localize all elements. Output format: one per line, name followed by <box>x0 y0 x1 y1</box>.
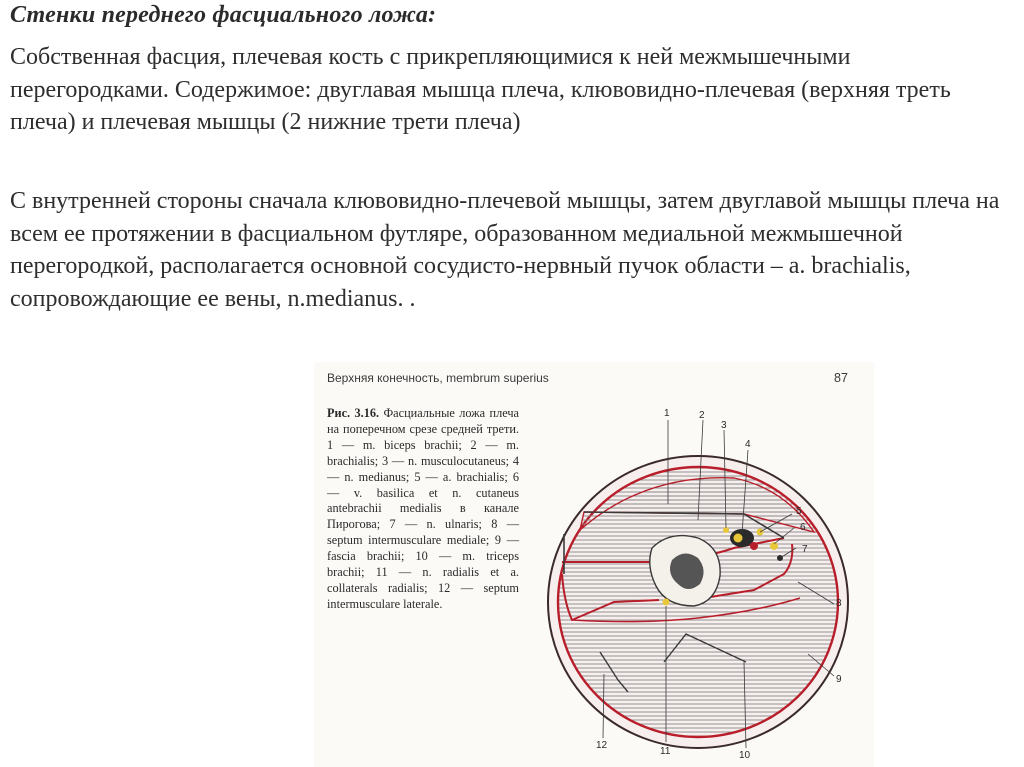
callout-10: 10 <box>739 750 751 761</box>
callout-1: 1 <box>664 408 670 419</box>
callout-11: 11 <box>660 746 671 757</box>
paragraph-neurovascular-bundle: С внутренней стороны сначала клювовидно-плечевой мышцы, затем двуглавой мышцы плеча на всем ее протяжении в фасциальном футляре, образованном медиальной межмышечной перегородкой, располагается основной сосудисто-нервный пучок области – a. brachialis, сопровождающие ее вены, n.medianus. . <box>10 188 1000 312</box>
callout-6: 6 <box>800 522 806 533</box>
callout-7: 7 <box>802 544 808 555</box>
slide-title: Стенки переднего фасциального ложа: <box>10 2 437 28</box>
running-head: Верхняя конечность, membrum superius <box>327 371 549 385</box>
callout-3: 3 <box>721 420 727 431</box>
radial-nerve <box>663 599 670 606</box>
paragraph-walls: Собственная фасция, плечевая кость с прикрепляющимися к ней межмышечными перегородками. Содержимое: двуглавая мышца плеча, клювовидно-плечевая (верхняя треть плеча) и плечевая мышцы (2 нижние трети плеча) <box>10 44 951 135</box>
callout-5: 5 <box>796 506 802 517</box>
arm-cross-section-illustration <box>314 362 874 767</box>
page-number: 87 <box>834 371 848 385</box>
callout-9: 9 <box>836 674 842 685</box>
callout-12: 12 <box>596 740 608 751</box>
callout-2: 2 <box>699 410 705 421</box>
caption-heading: Рис. 3.16. <box>327 406 380 420</box>
caption-body: Фасциальные ложа плеча на поперечном срезе средней трети. 1 — m. biceps brachii; 2 — m. brachialis; 3 — n. musculocutaneus; 4 — n. medianus; 5 — a. brachialis; 6 — v. basilica et n. cutaneus antebrachii medialis в канале Пирогова; 7 — n. ulnaris; 8 — septum intermusculare mediale; 9 — fascia brachii; 10 — m. triceps brachii; 11 — n. radialis et a. collaterals radialis; 12 — septum intermusculare laterale. <box>327 406 519 611</box>
callout-8: 8 <box>836 598 842 609</box>
textbook-figure <box>314 362 874 767</box>
callout-4: 4 <box>745 439 751 450</box>
